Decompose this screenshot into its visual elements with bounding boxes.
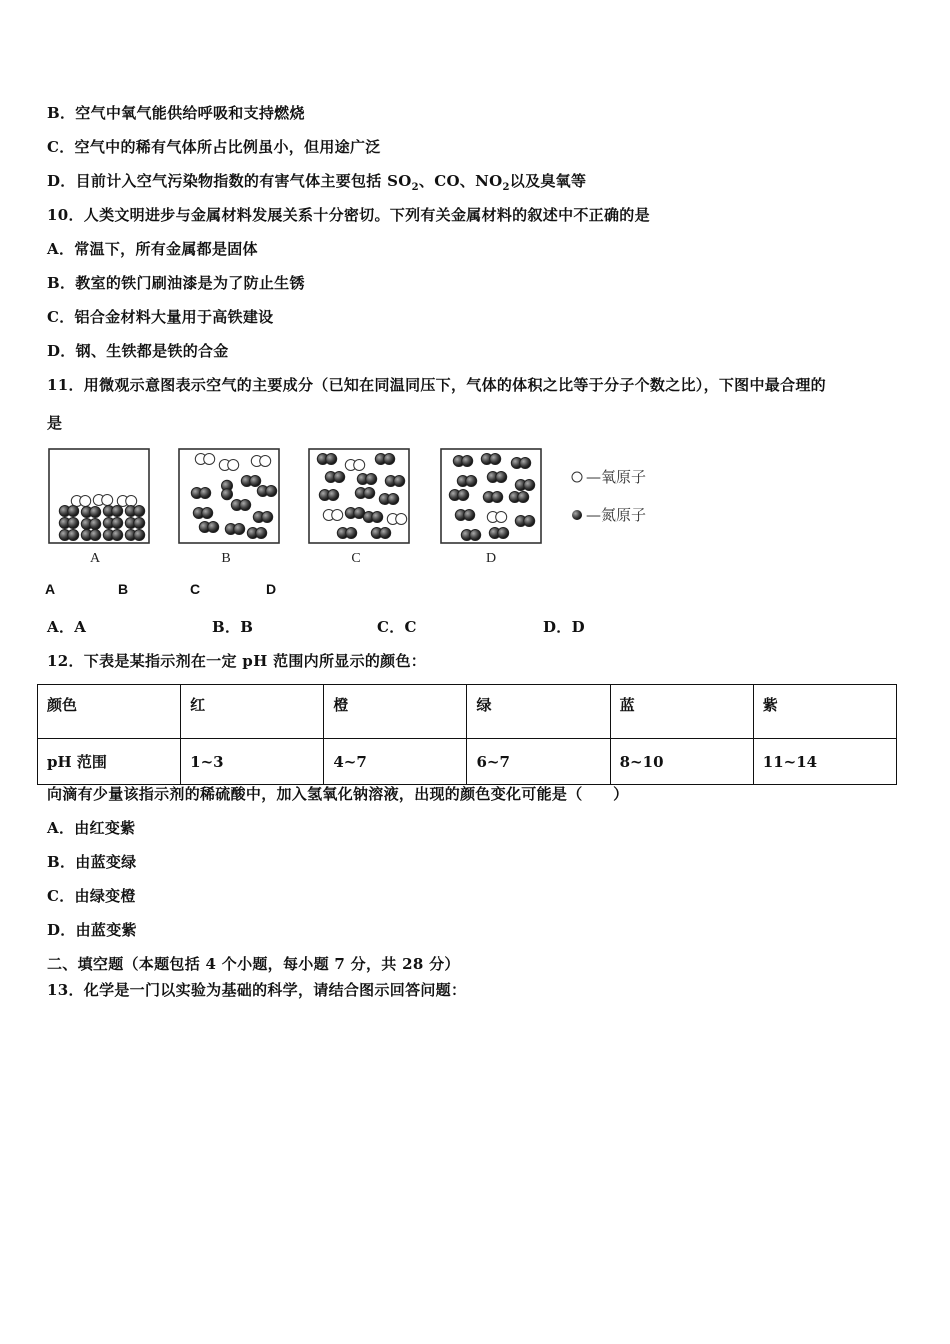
table-cell: 橙 (324, 685, 467, 739)
table-cell: 6~7 (467, 739, 610, 785)
nitrogen-molecule (363, 512, 382, 523)
q11-option-b: B．B (212, 618, 254, 636)
nitrogen-molecule (509, 492, 528, 503)
nitrogen-molecule (199, 522, 218, 533)
nitrogen-molecule (59, 518, 78, 529)
q11-label-a: A (45, 581, 56, 597)
oxygen-molecule (487, 512, 506, 523)
box-b (179, 449, 279, 543)
box-a (49, 449, 149, 543)
nitrogen-molecule (225, 524, 244, 535)
nitrogen-molecule (515, 480, 534, 491)
nitrogen-molecule (345, 508, 364, 519)
nitrogen-molecule (375, 454, 394, 465)
box-label-b: B (221, 551, 231, 566)
nitrogen-molecule (453, 456, 472, 467)
nitrogen-molecule (457, 476, 476, 487)
q9-d-sub2: 2 (502, 182, 510, 193)
legend-oxygen: —氧原子 (586, 468, 647, 486)
nitrogen-molecule (125, 506, 144, 517)
q9-option-c: C．空气中的稀有气体所占比例虽小，但用途广泛 (47, 138, 381, 156)
oxygen-molecule (93, 495, 112, 506)
nitrogen-molecule (357, 474, 376, 485)
q10-stem: 10．人类文明进步与金属材料发展关系十分密切。下列有关金属材料的叙述中不正确的是 (47, 206, 650, 224)
nitrogen-molecule (371, 528, 390, 539)
table-cell: 4~7 (324, 739, 467, 785)
nitrogen-molecule (59, 506, 78, 517)
nitrogen-atom-legend-icon (572, 510, 582, 520)
q11-label-d: D (266, 581, 277, 597)
q9-d-mid: 、CO、NO (418, 172, 503, 190)
oxygen-molecule (71, 496, 90, 507)
nitrogen-molecule (241, 476, 260, 487)
nitrogen-molecule (125, 518, 144, 529)
nitrogen-molecule (325, 472, 344, 483)
nitrogen-molecule (81, 519, 100, 530)
table-cell: 1~3 (181, 739, 324, 785)
ph-color-table (37, 684, 897, 785)
table-cell: pH 范围 (38, 739, 181, 785)
oxygen-molecule (117, 496, 136, 507)
table-cell: 绿 (467, 685, 610, 739)
nitrogen-molecule (461, 530, 480, 541)
nitrogen-molecule (483, 492, 502, 503)
q12-option-b: B．由蓝变绿 (47, 853, 137, 871)
nitrogen-molecule (247, 528, 266, 539)
q11-label-b: B (118, 581, 129, 597)
molecule-diagram (45, 445, 705, 570)
nitrogen-molecule (487, 472, 506, 483)
nitrogen-molecule (337, 528, 356, 539)
q12-option-c: C．由绿变橙 (47, 887, 136, 905)
q10-option-c: C．铝合金材料大量用于高铁建设 (47, 308, 274, 326)
nitrogen-molecule (81, 507, 100, 518)
nitrogen-molecule (231, 500, 250, 511)
nitrogen-molecule (319, 490, 338, 501)
oxygen-molecule (251, 456, 270, 467)
q11-option-c: C．C (377, 618, 417, 636)
q10-option-a: A．常温下，所有金属都是固体 (47, 240, 258, 258)
oxygen-atom-legend-icon (572, 472, 582, 482)
oxygen-molecule (323, 510, 342, 521)
nitrogen-molecule (481, 454, 500, 465)
q10-option-d: D．钢、生铁都是铁的合金 (47, 342, 229, 360)
table-row-ph (38, 739, 897, 785)
box-label-d: D (485, 551, 497, 566)
oxygen-molecule (345, 460, 364, 471)
oxygen-molecule (387, 514, 406, 525)
q9-option-b: B．空气中氧气能供给呼吸和支持燃烧 (47, 104, 305, 122)
nitrogen-molecule (449, 490, 468, 501)
q9-d-sub1: 2 (411, 182, 419, 193)
q9-d-suffix: 以及臭氧等 (509, 172, 587, 190)
table-cell: 紫 (753, 685, 896, 739)
box-d (441, 449, 541, 543)
nitrogen-molecule (317, 454, 336, 465)
nitrogen-molecule (253, 512, 272, 523)
nitrogen-molecule (515, 516, 534, 527)
table-cell: 11~14 (753, 739, 896, 785)
nitrogen-molecule (455, 510, 474, 521)
q12-option-d: D．由蓝变紫 (47, 921, 137, 939)
oxygen-molecule (195, 454, 214, 465)
q11-option-d: D．D (543, 618, 585, 636)
nitrogen-molecule (489, 528, 508, 539)
q11-stem-line1: 11．用微观示意图表示空气的主要成分（已知在同温同压下，气体的体积之比等于分子个数之比），下图中最合理的 (47, 376, 826, 394)
nitrogen-molecule (257, 486, 276, 497)
box-c (309, 449, 409, 543)
nitrogen-molecule (222, 480, 233, 499)
q13-stem: 13．化学是一门以实验为基础的科学，请结合图示回答问题： (47, 981, 467, 999)
box-label-a: A (89, 551, 101, 566)
nitrogen-molecule (103, 506, 122, 517)
q10-option-b: B．教室的铁门刷油漆是为了防止生锈 (47, 274, 305, 292)
q9-d-prefix: D．目前计入空气污染物指数的有害气体主要包括 SO (47, 172, 412, 190)
q12-question: 向滴有少量该指示剂的稀硫酸中，加入氢氧化钠溶液，出现的颜色变化可能是（ ） (47, 785, 629, 803)
nitrogen-molecule (103, 530, 122, 541)
table-cell: 颜色 (38, 685, 181, 739)
nitrogen-molecule (191, 488, 210, 499)
legend-nitrogen: —氮原子 (586, 506, 647, 524)
nitrogen-molecule (125, 530, 144, 541)
nitrogen-molecule (81, 530, 100, 541)
section-2-title: 二、填空题（本题包括 4 个小题，每小题 7 分，共 28 分） (47, 955, 460, 973)
nitrogen-molecule (59, 530, 78, 541)
q11-stem-line2: 是 (47, 414, 63, 432)
table-cell: 8~10 (610, 739, 753, 785)
q9-option-d (47, 170, 586, 193)
oxygen-molecule (219, 460, 238, 471)
q12-stem: 12．下表是某指示剂在一定 pH 范围内所显示的颜色： (47, 652, 427, 670)
nitrogen-molecule (511, 458, 530, 469)
nitrogen-molecule (103, 518, 122, 529)
nitrogen-molecule (385, 476, 404, 487)
table-row-color (38, 685, 897, 739)
q11-option-a: A．A (47, 618, 87, 636)
box-label-c: C (351, 551, 361, 566)
table-cell: 蓝 (610, 685, 753, 739)
nitrogen-molecule (379, 494, 398, 505)
nitrogen-molecule (193, 508, 212, 519)
nitrogen-molecule (355, 488, 374, 499)
table-cell: 红 (181, 685, 324, 739)
q11-label-c: C (190, 581, 201, 597)
q12-option-a: A．由红变紫 (47, 819, 136, 837)
